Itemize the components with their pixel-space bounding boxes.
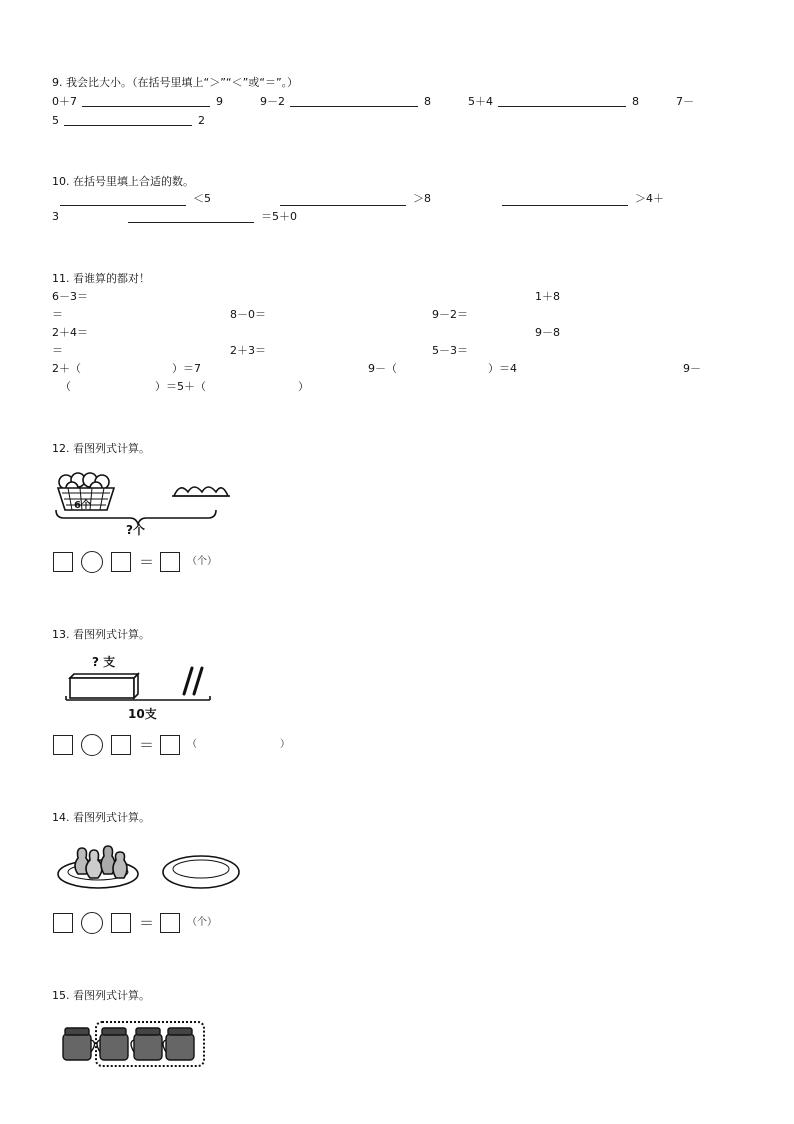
answer-box[interactable] (53, 913, 73, 933)
q10-blank[interactable] (280, 205, 406, 206)
answer-box[interactable] (160, 552, 180, 572)
q9-title: 9. 我会比大小。（在括号里填上“＞”“＜”或“＝”。） (52, 76, 299, 89)
jar (97, 1028, 128, 1060)
q13-title: 13. 看图列式计算。 (52, 628, 150, 641)
unit-label: （个） (187, 917, 217, 928)
operator-circle[interactable] (81, 734, 103, 756)
q11-expr: ）＝7 (172, 362, 201, 375)
equals-sign: ＝ (139, 736, 155, 754)
q11-expr: 8－0＝ (230, 308, 266, 321)
answer-box[interactable] (53, 552, 73, 572)
q15-title: 15. 看图列式计算。 (52, 989, 150, 1002)
q10-expr: ＞8 (413, 192, 431, 205)
q9-expr: 0＋7 (52, 95, 77, 108)
q9-blank[interactable] (82, 106, 210, 107)
q11-expr: 1＋8 (535, 290, 560, 303)
q11-expr: 9－2＝ (432, 308, 468, 321)
q9-blank[interactable] (498, 106, 626, 107)
q10-expr: 3 (52, 210, 59, 223)
basket-label: 6个 (74, 500, 91, 511)
q9-expr: 9－2 (260, 95, 285, 108)
q12-title: 12. 看图列式计算。 (52, 442, 150, 455)
answer-box[interactable] (111, 913, 131, 933)
equals-sign: ＝ (139, 914, 155, 932)
q14-title: 14. 看图列式计算。 (52, 811, 150, 824)
q9-value: 2 (198, 114, 205, 127)
pencil-box-illustration (52, 650, 232, 726)
q9-expr: 5＋4 (468, 95, 493, 108)
q10-blank[interactable] (502, 205, 628, 206)
total-label: ?个 (126, 523, 145, 537)
unit-label: （个） (187, 556, 217, 567)
q11-title: 11. 看谁算的都对！ (52, 272, 150, 285)
operator-circle[interactable] (81, 912, 103, 934)
q9-value: 9 (216, 95, 223, 108)
plates-of-pears-illustration (52, 838, 252, 898)
q9-value: 8 (632, 95, 639, 108)
q11-expr: ）＝5＋（ (155, 380, 206, 393)
q9-blank[interactable] (64, 125, 192, 126)
q11-expr: ）＝4 (488, 362, 517, 375)
unit-close-paren: ） (280, 739, 290, 750)
jars-illustration (58, 1018, 208, 1072)
q10-expr: ＝5＋0 (261, 210, 297, 223)
q9-expr: 7－ (676, 95, 694, 108)
q11-expr: ＝ (52, 308, 63, 321)
q11-expr: 9－（ (368, 362, 397, 375)
answer-box[interactable] (53, 735, 73, 755)
q11-expr: ＝ (52, 344, 63, 357)
answer-box[interactable] (111, 552, 131, 572)
q11-expr: ） (298, 380, 309, 393)
answer-box[interactable] (160, 913, 180, 933)
total-label: 10支 (128, 707, 157, 721)
q11-expr: 2＋4＝ (52, 326, 88, 339)
q11-expr: 2＋（ (52, 362, 81, 375)
answer-box[interactable] (160, 735, 180, 755)
q10-blank[interactable] (60, 205, 186, 206)
q11-expr: 2＋3＝ (230, 344, 266, 357)
q11-expr: 9－8 (535, 326, 560, 339)
q9-value: 8 (424, 95, 431, 108)
q10-title: 10. 在括号里填上合适的数。 (52, 175, 194, 188)
q10-expr: ＞4＋ (635, 192, 664, 205)
q11-expr: 5－3＝ (432, 344, 468, 357)
q9-blank[interactable] (290, 106, 418, 107)
q11-expr: 6－3＝ (52, 290, 88, 303)
jar (63, 1028, 95, 1060)
operator-circle[interactable] (81, 551, 103, 573)
equals-sign: ＝ (139, 553, 155, 571)
q11-expr: （ (60, 380, 71, 393)
q11-expr: 9－ (683, 362, 701, 375)
jar (163, 1028, 194, 1060)
basket-of-apples-illustration (52, 468, 242, 538)
top-label: ? 支 (92, 655, 116, 669)
q9-value: 5 (52, 114, 59, 127)
q10-blank[interactable] (128, 222, 254, 223)
answer-box[interactable] (111, 735, 131, 755)
q10-expr: ＜5 (193, 192, 211, 205)
jar (131, 1028, 162, 1060)
unit-open-paren: （ (187, 739, 197, 750)
